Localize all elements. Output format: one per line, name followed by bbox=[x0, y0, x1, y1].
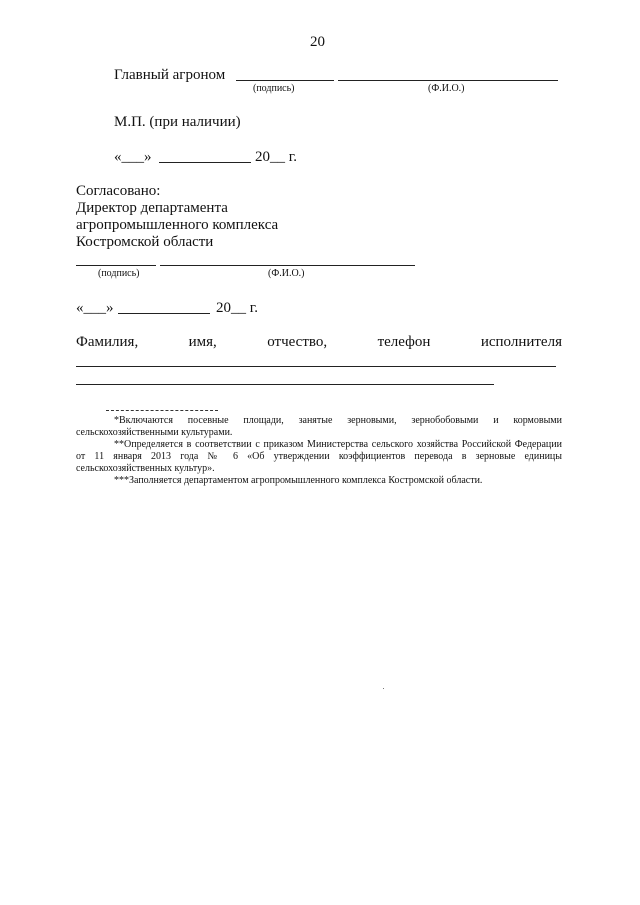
approval-signature-line[interactable] bbox=[76, 265, 156, 266]
executor-word-patronymic: отчество, bbox=[267, 334, 328, 350]
footnote-separator bbox=[106, 410, 218, 411]
approval-line-2: агропромышленного комплекса bbox=[76, 217, 279, 233]
executor-word-executor: исполнителя bbox=[480, 334, 562, 350]
date-2-month-line[interactable] bbox=[118, 313, 210, 314]
executor-row bbox=[76, 334, 562, 351]
footnote-3: ***Заполняется департаментом агропромышленного комплекса Костромской области. bbox=[114, 475, 483, 486]
executor-word-surname: Фамилия, bbox=[76, 334, 139, 350]
footnotes bbox=[76, 415, 562, 487]
executor-word-phone: телефон bbox=[377, 334, 431, 350]
date-2-day: «___» bbox=[76, 300, 114, 316]
scan-speck bbox=[383, 688, 384, 689]
chief-agronomist-label: Главный агроном bbox=[114, 67, 226, 83]
page-number: 20 bbox=[310, 34, 325, 50]
approval-line-3: Костромской области bbox=[76, 234, 214, 250]
chief-agronomist-signature-line[interactable] bbox=[236, 80, 334, 81]
approval-name-caption: (Ф.И.О.) bbox=[268, 268, 305, 279]
date-1-month-line[interactable] bbox=[159, 162, 251, 163]
approval-signature-caption: (подпись) bbox=[98, 268, 140, 279]
footnote-1: *Включаются посевные площади, занятые зерновыми, зернобобовыми и кормовыми сельскохозяйственными культурами. bbox=[76, 415, 562, 438]
date-1-day: «___» bbox=[114, 149, 152, 165]
approval-heading: Согласовано: bbox=[76, 183, 161, 199]
chief-agronomist-name-line[interactable] bbox=[338, 80, 558, 81]
chief-agronomist-signature-caption: (подпись) bbox=[253, 83, 295, 94]
approval-line-1: Директор департамента bbox=[76, 200, 228, 216]
date-2-year: 20__ г. bbox=[216, 300, 258, 316]
footnote-2: **Определяется в соответствии с приказом Министерства сельского хозяйства Российской Федерации от 11 января 2013 года № 6 «Об утверждении коэффициентов перевода в зерновые единицы сельскохозяйственных культур». bbox=[76, 439, 562, 474]
date-1-year: 20__ г. bbox=[255, 149, 297, 165]
executor-line-1[interactable] bbox=[76, 366, 556, 367]
chief-agronomist-name-caption: (Ф.И.О.) bbox=[428, 83, 465, 94]
executor-word-name: имя, bbox=[188, 334, 217, 350]
executor-line-2[interactable] bbox=[76, 384, 494, 385]
approval-name-line[interactable] bbox=[160, 265, 415, 266]
stamp-label: М.П. (при наличии) bbox=[114, 114, 241, 130]
